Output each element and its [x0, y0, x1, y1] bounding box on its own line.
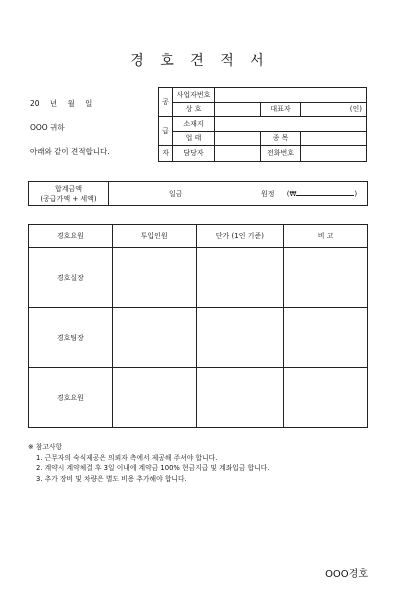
- manager-value[interactable]: [215, 146, 261, 162]
- notes-heading: ※ 참고사항: [28, 443, 63, 451]
- table-row: [29, 368, 368, 428]
- phone-value[interactable]: [301, 146, 367, 162]
- col-header-role: 경호요원: [29, 225, 113, 248]
- headcount-cell[interactable]: [112, 308, 196, 368]
- unit-price-cell[interactable]: [196, 308, 284, 368]
- unit-price-cell[interactable]: [196, 248, 284, 308]
- total-amount-label: [29, 182, 109, 206]
- col-header-headcount: 투입인원: [112, 225, 196, 248]
- table-row: [29, 308, 368, 368]
- seal-mark: (인): [301, 102, 367, 117]
- won-close: ): [354, 189, 358, 198]
- biz-no-value[interactable]: [215, 88, 367, 103]
- headcount-cell[interactable]: [112, 368, 196, 428]
- supplier-info-table: [158, 87, 367, 162]
- won-label: 원정: [261, 189, 275, 198]
- remarks-cell[interactable]: [284, 308, 368, 368]
- total-amount-value[interactable]: [109, 182, 368, 206]
- company-name-value[interactable]: [215, 102, 261, 117]
- business-type-label: 업 태: [173, 131, 215, 146]
- won-open: (₩: [286, 189, 297, 198]
- il-label: 일금: [169, 189, 183, 198]
- company-name-label: 상 호: [173, 102, 215, 117]
- headcount-cell[interactable]: [112, 248, 196, 308]
- note-item: 1. 근무자의 숙식제공은 의뢰자 측에서 제공해 주셔야 합니다.: [36, 453, 218, 462]
- business-item-value[interactable]: [301, 131, 367, 146]
- table-row: [29, 248, 368, 308]
- role-cell: 경호팀장: [29, 308, 113, 368]
- col-header-remarks: 비 고: [284, 225, 368, 248]
- recipient-line: OOO 귀하: [30, 123, 65, 132]
- notes-section: [28, 442, 269, 484]
- role-cell: 경호요원: [29, 368, 113, 428]
- guard-staff-table: [28, 224, 368, 428]
- representative-label: 대표자: [261, 102, 301, 117]
- biz-no-label: 사업자번호: [173, 88, 215, 103]
- supplier-side-label-1: 공: [159, 88, 173, 117]
- total-label-line2: (공급가액 + 세액): [40, 194, 97, 203]
- note-item: 2. 계약시 계약체결 후 3일 이내에 계약금 100% 현금지급 및 계좌입금 합니다.: [36, 464, 270, 472]
- role-cell: 경호실장: [29, 248, 113, 308]
- total-amount-table: [28, 181, 368, 206]
- business-item-label: 종 목: [261, 131, 301, 146]
- address-value[interactable]: [215, 117, 367, 132]
- date-line: 20 년 월 일: [30, 99, 93, 108]
- supplier-side-label-3: 자: [159, 146, 173, 162]
- business-type-value[interactable]: [215, 131, 261, 146]
- address-label: 소재지: [173, 117, 215, 132]
- won-amount-blank[interactable]: [296, 190, 354, 196]
- unit-price-cell[interactable]: [196, 368, 284, 428]
- remarks-cell[interactable]: [284, 248, 368, 308]
- col-header-unit-price: 단가 (1인 기준): [196, 225, 284, 248]
- phone-label: 전화번호: [261, 146, 301, 162]
- company-signature: OOO경호: [325, 569, 368, 580]
- total-label-line1: 합계금액: [54, 184, 83, 193]
- document-title: 경 호 견 적 서: [130, 53, 270, 69]
- manager-label: 담당자: [173, 146, 215, 162]
- remarks-cell[interactable]: [284, 368, 368, 428]
- note-item: 3. 추가 장비 및 차량은 별도 비용 추가해야 합니다.: [36, 474, 187, 483]
- estimate-statement: 아래와 같이 견적합니다.: [30, 147, 110, 156]
- supplier-side-label-2: 급: [159, 117, 173, 146]
